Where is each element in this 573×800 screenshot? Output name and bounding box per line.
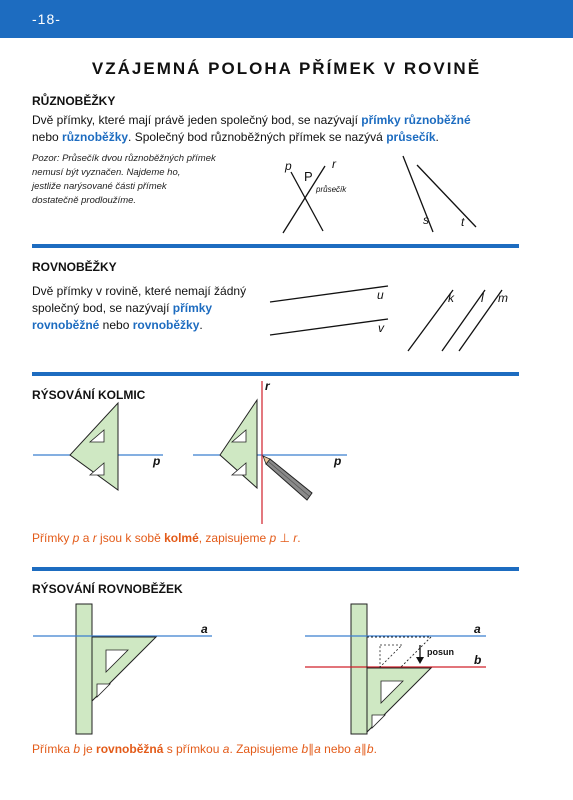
label-p: p (285, 159, 292, 173)
term-primky-ruznobezne: přímky různoběžné (361, 113, 471, 127)
label-l: l (481, 291, 484, 305)
caption-rovnobezky: Přímka b je rovnoběžná s přímkou a. Zapisujeme b∥a nebo a∥b. (32, 742, 377, 756)
page-number: -18- (32, 11, 61, 27)
label-p-right: p (334, 454, 342, 468)
label-u: u (377, 288, 384, 302)
definition-ruznobezky: Dvě přímky, které mají právě jeden společný bod, se nazývají přímky různoběžné nebo různoběžky. Společný bod různoběžných přímek se nazývá průsečík. (32, 113, 471, 144)
page-title: VZÁJEMNÁ POLOHA PŘÍMEK V ROVINĚ (91, 59, 482, 78)
heading-ruznobezky: RŮZNOBĚŽKY (32, 94, 116, 108)
set-square-right-hole-small (372, 715, 385, 728)
arrow-down-icon (416, 645, 424, 664)
term-rovnobezky: rovnoběžky (132, 318, 200, 332)
ruler-right (351, 604, 367, 734)
label-b: b (474, 653, 482, 667)
term-rovnobezne: rovnoběžné (32, 318, 100, 332)
label-s: s (423, 213, 429, 227)
ruler-left (76, 604, 92, 734)
heading-rysovani-rovnobezek: RÝSOVÁNÍ ROVNOBĚŽEK (32, 582, 183, 596)
set-square-original-hole (380, 645, 402, 667)
caption-kolmice: Přímky p a r jsou k sobě kolmé, zapisujeme p ⊥ r. (32, 531, 301, 545)
note-prusecik: Pozor: Průsečík dvou různoběžných přímek nemusí být vyznačen. Najdeme ho, jestliže narýsované části přímek dostatečně prodloužíme. (32, 153, 216, 206)
label-prusecik: průsečík (316, 185, 347, 194)
label-posun: posun (427, 647, 454, 657)
heading-rovnobezky: ROVNOBĚŽKY (32, 260, 117, 274)
term-prusecik: průsečík (386, 130, 436, 144)
label-P: P (304, 169, 313, 184)
label-a-right: a (474, 622, 481, 636)
label-a-left: a (201, 622, 208, 636)
term-ruznobezky: různoběžky (62, 130, 129, 144)
label-t: t (461, 215, 465, 229)
definition-rovnobezky: Dvě přímky v rovině, které nemají žádný společný bod, se nazývají přímky rovnoběžné nebo rovnoběžky. (32, 284, 247, 332)
label-k: k (448, 291, 454, 305)
set-square-hole-small (97, 684, 110, 697)
label-r: r (332, 157, 336, 171)
heading-rysovani-kolmic: RÝSOVÁNÍ KOLMIC (32, 388, 146, 402)
label-p-left: p (153, 454, 161, 468)
label-v: v (378, 321, 384, 335)
label-m: m (498, 291, 508, 305)
label-r: r (265, 379, 270, 393)
